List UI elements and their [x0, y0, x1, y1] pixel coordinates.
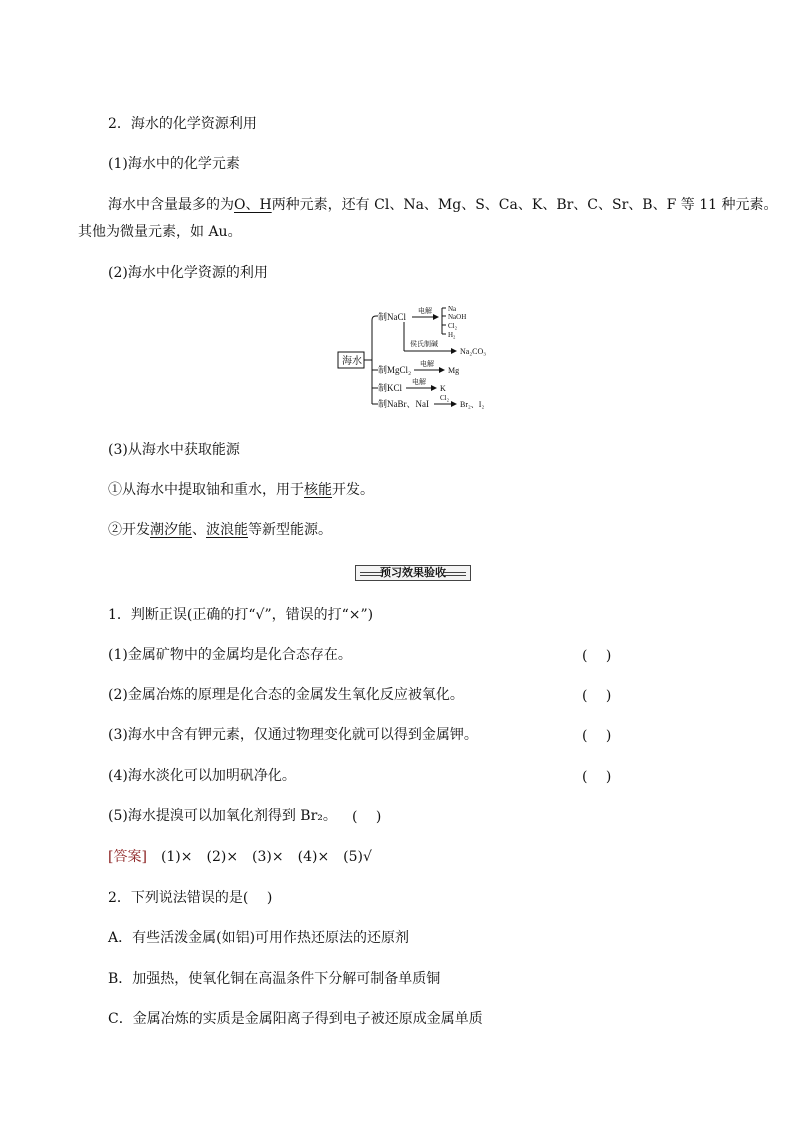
- paragraph-line: [108, 520, 332, 540]
- arrow-label-hou-process: 侯氏制碱: [410, 340, 438, 348]
- question-title: 2．下列说法错误的是( ): [108, 890, 273, 906]
- arrow-label-electrolysis: 电解: [418, 307, 432, 315]
- arrow-label-electrolysis: 电解: [420, 360, 434, 368]
- answer-blank[interactable]: ( ): [352, 809, 382, 825]
- answer-blank[interactable]: ( ): [582, 688, 612, 704]
- paragraph-line: [108, 480, 374, 500]
- option-b: B．加强热，使氧化铜在高温条件下分解可制备单质铜: [108, 971, 441, 987]
- product-na2co3: Na₂CO₃: [460, 347, 487, 356]
- product-br2-i2: Br₂、I₂: [460, 400, 485, 409]
- seawater-resource-diagram: [330, 300, 510, 420]
- product-h2: H₂: [448, 331, 456, 339]
- arrow-label-electrolysis: 电解: [412, 378, 426, 386]
- paragraph-line: [108, 195, 777, 215]
- paragraph-text: 、: [192, 522, 206, 538]
- product-mg: Mg: [448, 366, 460, 375]
- product-cl2: Cl₂: [448, 322, 458, 330]
- judgment-item: (1)金属矿物中的金属均是化合态存在。: [108, 647, 352, 663]
- paragraph-text: 等新型能源。: [248, 522, 332, 538]
- judgment-item: (5)海水提溴可以加氧化剂得到 Br₂。: [108, 808, 337, 824]
- judgment-item: (3)海水中含有钾元素，仅通过物理变化就可以得到金属钾。: [108, 727, 478, 743]
- answer-tag: [答案]: [108, 849, 147, 865]
- subsection-title: (3)从海水中获取能源: [108, 442, 240, 458]
- branch-nacl: 制NaCl: [378, 312, 406, 322]
- subsection-title: (2)海水中化学资源的利用: [108, 265, 268, 281]
- question-title: 1．判断正误(正确的打“√”，错误的打“×”): [108, 607, 374, 623]
- option-a: A．有些活泼金属(如铝)可用作热还原法的还原剂: [108, 930, 410, 946]
- paragraph-text: ②开发: [108, 522, 150, 538]
- answer-blank[interactable]: ( ): [582, 728, 612, 744]
- underlined-answer: 核能: [304, 482, 332, 498]
- answer-blank[interactable]: ( ): [582, 648, 612, 664]
- paragraph-line: 其他为微量元素，如 Au。: [78, 224, 242, 240]
- paragraph-text: 开发。: [332, 482, 374, 498]
- branch-mgcl2: 制MgCl₂: [378, 365, 412, 375]
- section-title: 2．海水的化学资源利用: [108, 116, 257, 132]
- option-c: C．金属冶炼的实质是金属阳离子得到电子被还原成金属单质: [108, 1011, 483, 1027]
- paragraph-text: 海水中含量最多的为: [108, 197, 234, 213]
- underlined-answer: 潮汐能: [150, 522, 192, 538]
- answer-blank[interactable]: ( ): [582, 769, 612, 785]
- underlined-answer: 波浪能: [206, 522, 248, 538]
- product-naoh: NaOH: [448, 313, 467, 321]
- judgment-item: (2)金属冶炼的原理是化合态的金属发生氧化反应被氧化。: [108, 687, 464, 703]
- answer-line: [108, 847, 372, 867]
- paragraph-text: 两种元素，还有 Cl、Na、Mg、S、Ca、K、Br、C、Sr、B、F 等 11 种元素。: [271, 197, 778, 213]
- section-banner: 预习效果验收: [355, 565, 471, 581]
- product-k: K: [440, 384, 446, 393]
- arrow-label-chlorine: Cl₂: [440, 394, 450, 402]
- product-na: Na: [448, 305, 457, 313]
- paragraph-text: ①从海水中提取铀和重水，用于: [108, 482, 304, 498]
- underlined-answer: O、H: [234, 197, 272, 213]
- branch-kcl: 制KCl: [378, 383, 403, 393]
- branch-nabr-nai: 制NaBr、NaI: [378, 399, 429, 409]
- answer-text: (1)× (2)× (3)× (4)× (5)√: [160, 849, 372, 865]
- subsection-title: (1)海水中的化学元素: [108, 156, 240, 172]
- root-label: 海水: [342, 356, 362, 367]
- judgment-item: (4)海水淡化可以加明矾净化。: [108, 768, 296, 784]
